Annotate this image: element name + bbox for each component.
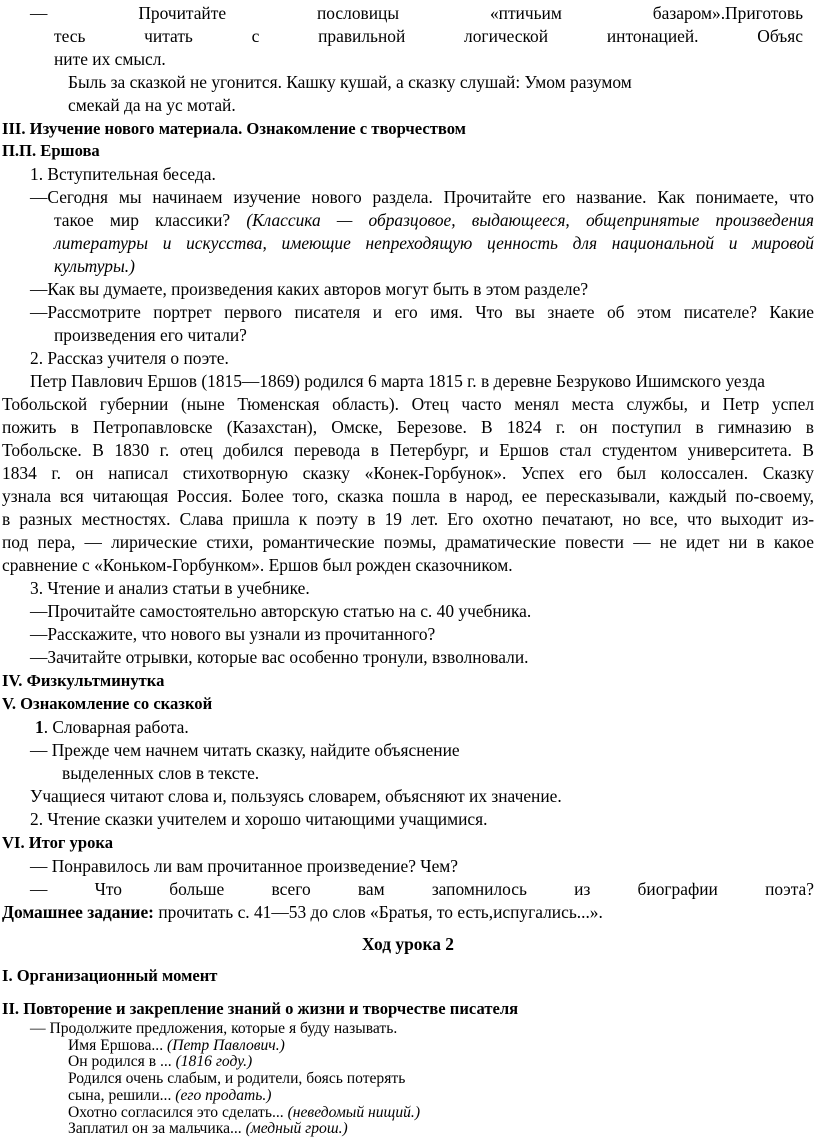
section-3-heading-cont: П.П. Ершова (2, 141, 100, 160)
recall-name-answer: (Петр Павлович.) (167, 1036, 285, 1054)
item-textbook-reading: 3. Чтение и анализ статьи в учебнике. (30, 578, 310, 598)
item-intro-talk: 1. Вступительная беседа. (30, 164, 216, 184)
homework-text: прочитать с. 41—53 до слов «Братья, то есть,испугались...». (153, 902, 603, 922)
proverb-text-line-2: смекай да на ус мотай. (68, 95, 236, 115)
proverb-text-line-1: Быль за сказкой не угонится. Кашку кушай, а сказку слушай: Умом разумом (68, 72, 632, 92)
question-liked-work: — Понравилось ли вам прочитанное произведение? Чем? (30, 856, 459, 876)
proverb-task-line-2: тесь читать с правильной логической интонацией. Объяс (54, 26, 803, 46)
section-4-heading: IV. Физкультминутка (2, 671, 165, 690)
item-vocabulary (35, 716, 189, 738)
question-portrait-line-2: произведения его читали? (54, 325, 247, 345)
lesson-2-title: Ход урока 2 (362, 934, 454, 954)
question-portrait-line-1: —Рассмотрите портрет первого писателя и его имя. Что вы знаете об этом писателе? Какие (30, 302, 814, 322)
question-classics-line-2 (54, 209, 814, 231)
bio-line-7: в разных местностях. Слава пришла к поэту в 19 лет. Его охотно печатают, но все, что выходит из- (2, 509, 814, 529)
recall-agree-answer: (неведомый нищий.) (287, 1103, 421, 1121)
bio-line-8: под пера, — лирические стихи, романтические поэмы, драматические повести — не идет ни в какое (2, 532, 814, 552)
section-6-heading: VI. Итог урока (2, 833, 113, 852)
recall-pay-answer: (медный грош.) (245, 1120, 348, 1137)
bio-line-1: Петр Павлович Ершов (1815—1869) родился 6 марта 1815 г. в деревне Безруково Ишимского уезда (30, 371, 765, 391)
question-read-article: —Прочитайте самостоятельно авторскую статью на с. 40 учебника. (30, 601, 532, 621)
classics-definition: (Классика — образцовое, выдающееся, общепринятые произведения (246, 210, 815, 230)
recall-pay-prompt: Заплатил он за мальчика... (68, 1120, 246, 1137)
homework (2, 901, 603, 923)
lesson-2-section-2-heading: II. Повторение и закрепление знаний о жизни и творчестве писателя (2, 999, 519, 1018)
recall-birth-prompt: Он родился в ... (68, 1053, 176, 1071)
classics-definition-cont: литературы и искусства, имеющие непреходящую ценность для национальной и мировой (54, 233, 814, 253)
item-vocabulary-number: 1 (35, 717, 44, 737)
recall-birth-answer: (1816 году.) (175, 1053, 253, 1071)
recall-agree-prompt: Охотно согласился это сделать... (68, 1103, 288, 1121)
bio-line-2: Тобольской губернии (ныне Тюменская область). Отец часто менял места службы, и Петр успел (2, 394, 814, 414)
classics-definition-end: культуры.) (54, 256, 135, 276)
section-5-heading: V. Ознакомление со сказкой (2, 694, 213, 713)
bio-line-5: 1834 г. он написал стихотворную сказку «Конек-Горбунок». Успех его был колоссален. Сказку (2, 463, 814, 483)
bio-line-9: сравнение с «Коньком-Горбунком». Ершов был рожден сказочником. (2, 555, 513, 575)
recall-name (68, 1038, 285, 1054)
lesson-2-section-1-heading: I. Организационный момент (2, 966, 218, 985)
question-remembered: — Что больше всего вам запомнилось из биографии поэта? (30, 879, 814, 899)
recall-weak: Родился очень слабым, и родители, боясь потерять (68, 1070, 406, 1088)
item-tale-reading: 2. Чтение сказки учителем и хорошо читающими учащимися. (30, 809, 488, 829)
recall-name-prompt: Имя Ершова... (68, 1036, 167, 1054)
homework-label: Домашнее задание: (2, 902, 154, 922)
question-tell-new: —Расскажите, что нового вы узнали из прочитанного? (30, 624, 436, 644)
item-teacher-story: 2. Рассказ учителя о поэте. (30, 348, 229, 368)
recall-pay (68, 1121, 348, 1137)
students-read-words: Учащиеся читают слова и, пользуясь словарем, объясняют их значение. (30, 786, 562, 806)
recall-birth (68, 1054, 252, 1070)
item-vocabulary-text: . Словарная работа. (43, 717, 189, 737)
recall-sell-answer: (его продать.) (175, 1086, 272, 1104)
question-find-explanation-cont: выделенных слов в тексте. (62, 763, 260, 783)
section-3-heading: III. Изучение нового материала. Ознакомление с творчеством (2, 119, 466, 138)
question-read-excerpts: —Зачитайте отрывки, которые вас особенно тронули, взволновали. (30, 647, 529, 667)
recall-sell (68, 1088, 271, 1104)
bio-line-4: Тобольске. В 1830 г. отец добился перевода в Петербург, и Ершов стал студентом университета. В (2, 440, 814, 460)
question-continue-sentences: — Продолжите предложения, которые я буду называть. (30, 1020, 398, 1037)
question-classics-line-1: —Сегодня мы начинаем изучение нового раздела. Прочитайте его название. Как понимаете, что (30, 187, 814, 207)
recall-agree (68, 1105, 420, 1121)
recall-sell-prompt: сына, решили... (68, 1086, 176, 1104)
bio-line-6: узнала вся читающая Россия. Более того, сказка пошла в народ, ее пересказывали, каждый по-своему, (2, 486, 814, 506)
proverb-task-line-1: — Прочитайте пословицы «птичьим базаром».Приготовь (30, 3, 803, 23)
question-find-explanation: — Прежде чем начнем читать сказку, найдите объяснение (30, 740, 460, 760)
proverb-task-line-3: ните их смысл. (54, 49, 166, 69)
bio-line-3: пожить в Петропавловске (Казахстан), Омске, Березове. В 1824 г. он поступил в гимназию в (2, 417, 814, 437)
question-authors: —Как вы думаете, произведения каких авторов могут быть в этом разделе? (30, 279, 589, 299)
question-classics-plain: такое мир классики? (54, 210, 247, 230)
